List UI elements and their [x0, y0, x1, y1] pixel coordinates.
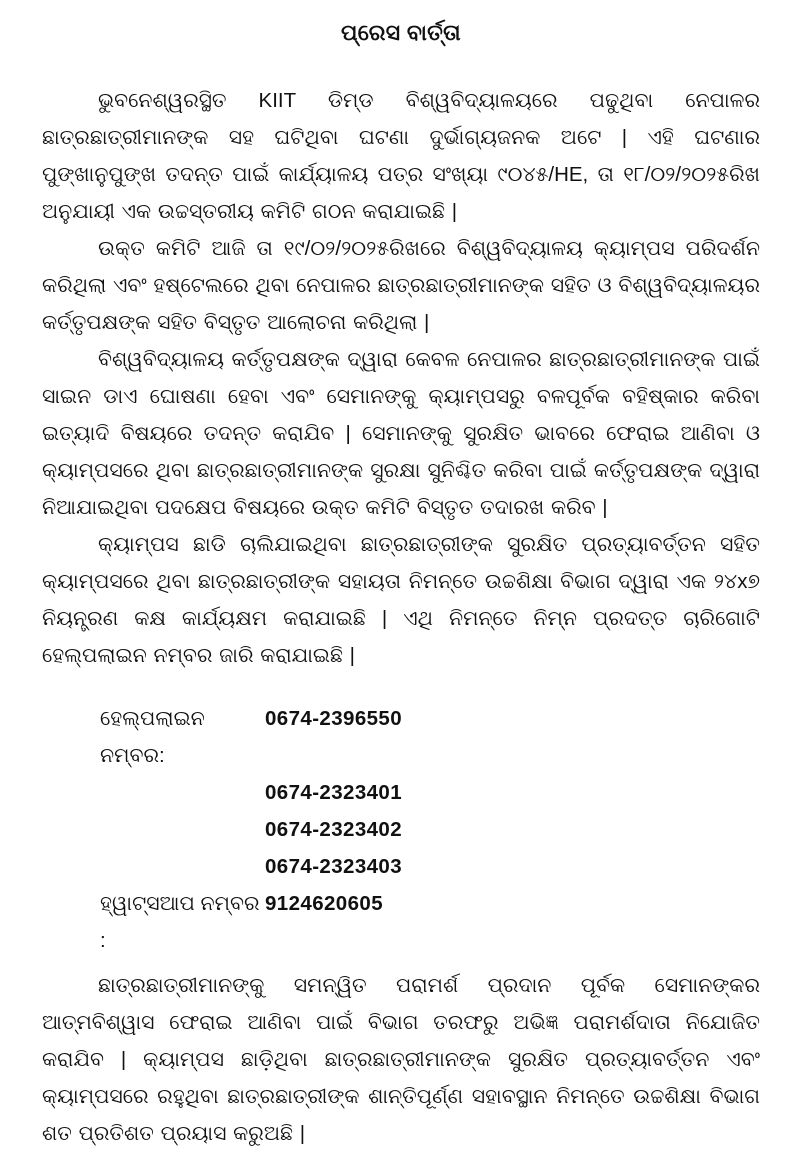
- whatsapp-number: 9124620605: [265, 892, 384, 915]
- helpline-label: ହେଲ୍ପଲାଇନ ନମ୍ବର:: [100, 707, 205, 767]
- helpline-row: [100, 811, 760, 848]
- helpline-row: [100, 848, 760, 885]
- paragraph-control-room: କ୍ୟାମ୍ପସ ଛାଡି ଚାଲିଯାଇଥିବା ଛାତ୍ରଛାତ୍ରୀଙ୍କ ସୁରକ୍ଷିତ ପ୍ରତ୍ୟାବର୍ତ୍ତନ ସହିତ କ୍ୟାମ୍ପସରେ ଥିବା ଛାତ୍ରଛାତ୍ରୀଙ୍କ ସହାୟତା ନିମନ୍ତେ ଉଚ୍ଚଶିକ୍ଷା ବିଭାଗ ଦ୍ୱାରା ଏକ ୨୪x୭ ନିୟନ୍ତ୍ରଣ କକ୍ଷ କାର୍ଯ୍ୟକ୍ଷମ କରାଯାଇଛି | ଏଥି ନିମନ୍ତେ ନିମ୍ନ ପ୍ରଦତ୍ତ ଚାରିଗୋଟି ହେଲ୍ପଲାଇନ ନମ୍ବର ଜାରି କରାଯାଇଛି |: [42, 533, 760, 667]
- whatsapp-row: [100, 885, 760, 959]
- helpline-row: [100, 700, 760, 774]
- page-title: ପ୍ରେସ ବାର୍ତ୍ତା: [341, 20, 461, 45]
- paragraph-incident-intro: ଭୁବନେଶ୍ୱରସ୍ଥିତ KIIT ଡିମ୍ଡ ବିଶ୍ୱବିଦ୍ୟାଳୟରେ ପଢୁଥିବା ନେପାଳର ଛାତ୍ରଛାତ୍ରୀମାନଙ୍କ ସହ ଘଟିଥିବା ଘଟଣା ଦୁର୍ଭାଗ୍ୟଜନକ ଅଟେ | ଏହି ଘଟଣାର ପୁଙ୍ଖାନୁପୁଙ୍ଖ ତଦନ୍ତ ପାଇଁ କାର୍ଯ୍ୟାଳୟ ପତ୍ର ସଂଖ୍ୟା ୯୦୪୫/HE, ତା ୧୮/୦୨/୨୦୨୫ରିଖ ଅନୁଯାୟୀ ଏକ ଉଚ୍ଚସ୍ତରୀୟ କମିଟି ଗଠନ କରାଯାଇଛି |: [42, 89, 760, 223]
- paragraph-inquiry-scope: ବିଶ୍ୱବିଦ୍ୟାଳୟ କର୍ତ୍ତୃପକ୍ଷଙ୍କ ଦ୍ୱାରା କେବଳ ନେପାଳର ଛାତ୍ରଛାତ୍ରୀମାନଙ୍କ ପାଇଁ ସାଇନ ଡାଏ ଘୋଷଣା ହେବା ଏବଂ ସେମାନଙ୍କୁ କ୍ୟାମ୍ପସରୁ ବଳପୂର୍ବକ ବହିଷ୍କାର କରିବା ଇତ୍ୟାଦି ବିଷୟରେ ତଦନ୍ତ କରାଯିବ | ସେମାନଙ୍କୁ ସୁରକ୍ଷିତ ଭାବରେ ଫେରାଇ ଆଣିବା ଓ କ୍ୟାମ୍ପସରେ ଥିବା ଛାତ୍ରଛାତ୍ରୀମାନଙ୍କ ସୁରକ୍ଷା ସୁନିଶ୍ଚିତ କରିବା ପାଇଁ କର୍ତ୍ତୃପକ୍ଷଙ୍କ ଦ୍ୱାରା ନିଆଯାଇଥିବା ପଦକ୍ଷେପ ବିଷୟରେ ଉକ୍ତ କମିଟି ବିସ୍ତୃତ ତଦାରଖ କରିବ |: [42, 348, 760, 519]
- paragraph-committee-visit: ଉକ୍ତ କମିଟି ଆଜି ତା ୧୯/୦୨/୨୦୨୫ରିଖରେ ବିଶ୍ୱବିଦ୍ୟାଳୟ କ୍ୟାମ୍ପସ ପରିଦର୍ଶନ କରିଥିଲା ଏବଂ ହଷ୍ଟେଲରେ ଥିବା ନେପାଳର ଛାତ୍ରଛାତ୍ରୀମାନଙ୍କ ସହିତ ଓ ବିଶ୍ୱବିଦ୍ୟାଳୟର କର୍ତ୍ତୃପକ୍ଷଙ୍କ ସହିତ ବିସ୍ତୃତ ଆଲୋଚନା କରିଥିଲା |: [42, 237, 760, 334]
- helpline-number: 0674-2396550: [265, 707, 403, 730]
- helpline-number: 0674-2323402: [265, 818, 403, 841]
- paragraph-counselling-closing: ଛାତ୍ରଛାତ୍ରୀମାନଙ୍କୁ ସମନ୍ୱିତ ପରାମର୍ଶ ପ୍ରଦାନ ପୂର୍ବକ ସେମାନଙ୍କର ଆତ୍ମବିଶ୍ୱାସ ଫେରାଇ ଆଣିବା ପାଇଁ ବିଭାଗ ତରଫରୁ ଅଭିଜ୍ଞ ପରାମର୍ଶଦାତା ନିଯୋଜିତ କରାଯିବ | କ୍ୟାମ୍ପସ ଛାଡ଼ିଥିବା ଛାତ୍ରଛାତ୍ରୀମାନଙ୍କ ସୁରକ୍ଷିତ ପ୍ରତ୍ୟାବର୍ତ୍ତନ ଏବଂ କ୍ୟାମ୍ପସରେ ରହୁଥିବା ଛାତ୍ରଛାତ୍ରୀଙ୍କ ଶାନ୍ତିପୂର୍ଣ୍ଣ ସହାବସ୍ଥାନ ନିମନ୍ତେ ଉଚ୍ଚଶିକ୍ଷା ବିଭାଗ ଶତ ପ୍ରତିଶତ ପ୍ରୟାସ କରୁଅଛି |: [42, 974, 760, 1145]
- whatsapp-label: ହ୍ୱାଟ୍ସଆପ ନମ୍ବର :: [100, 892, 260, 952]
- helpline-section: [100, 700, 760, 959]
- helpline-number: 0674-2323401: [265, 781, 403, 804]
- helpline-row: [100, 774, 760, 811]
- helpline-number: 0674-2323403: [265, 855, 403, 878]
